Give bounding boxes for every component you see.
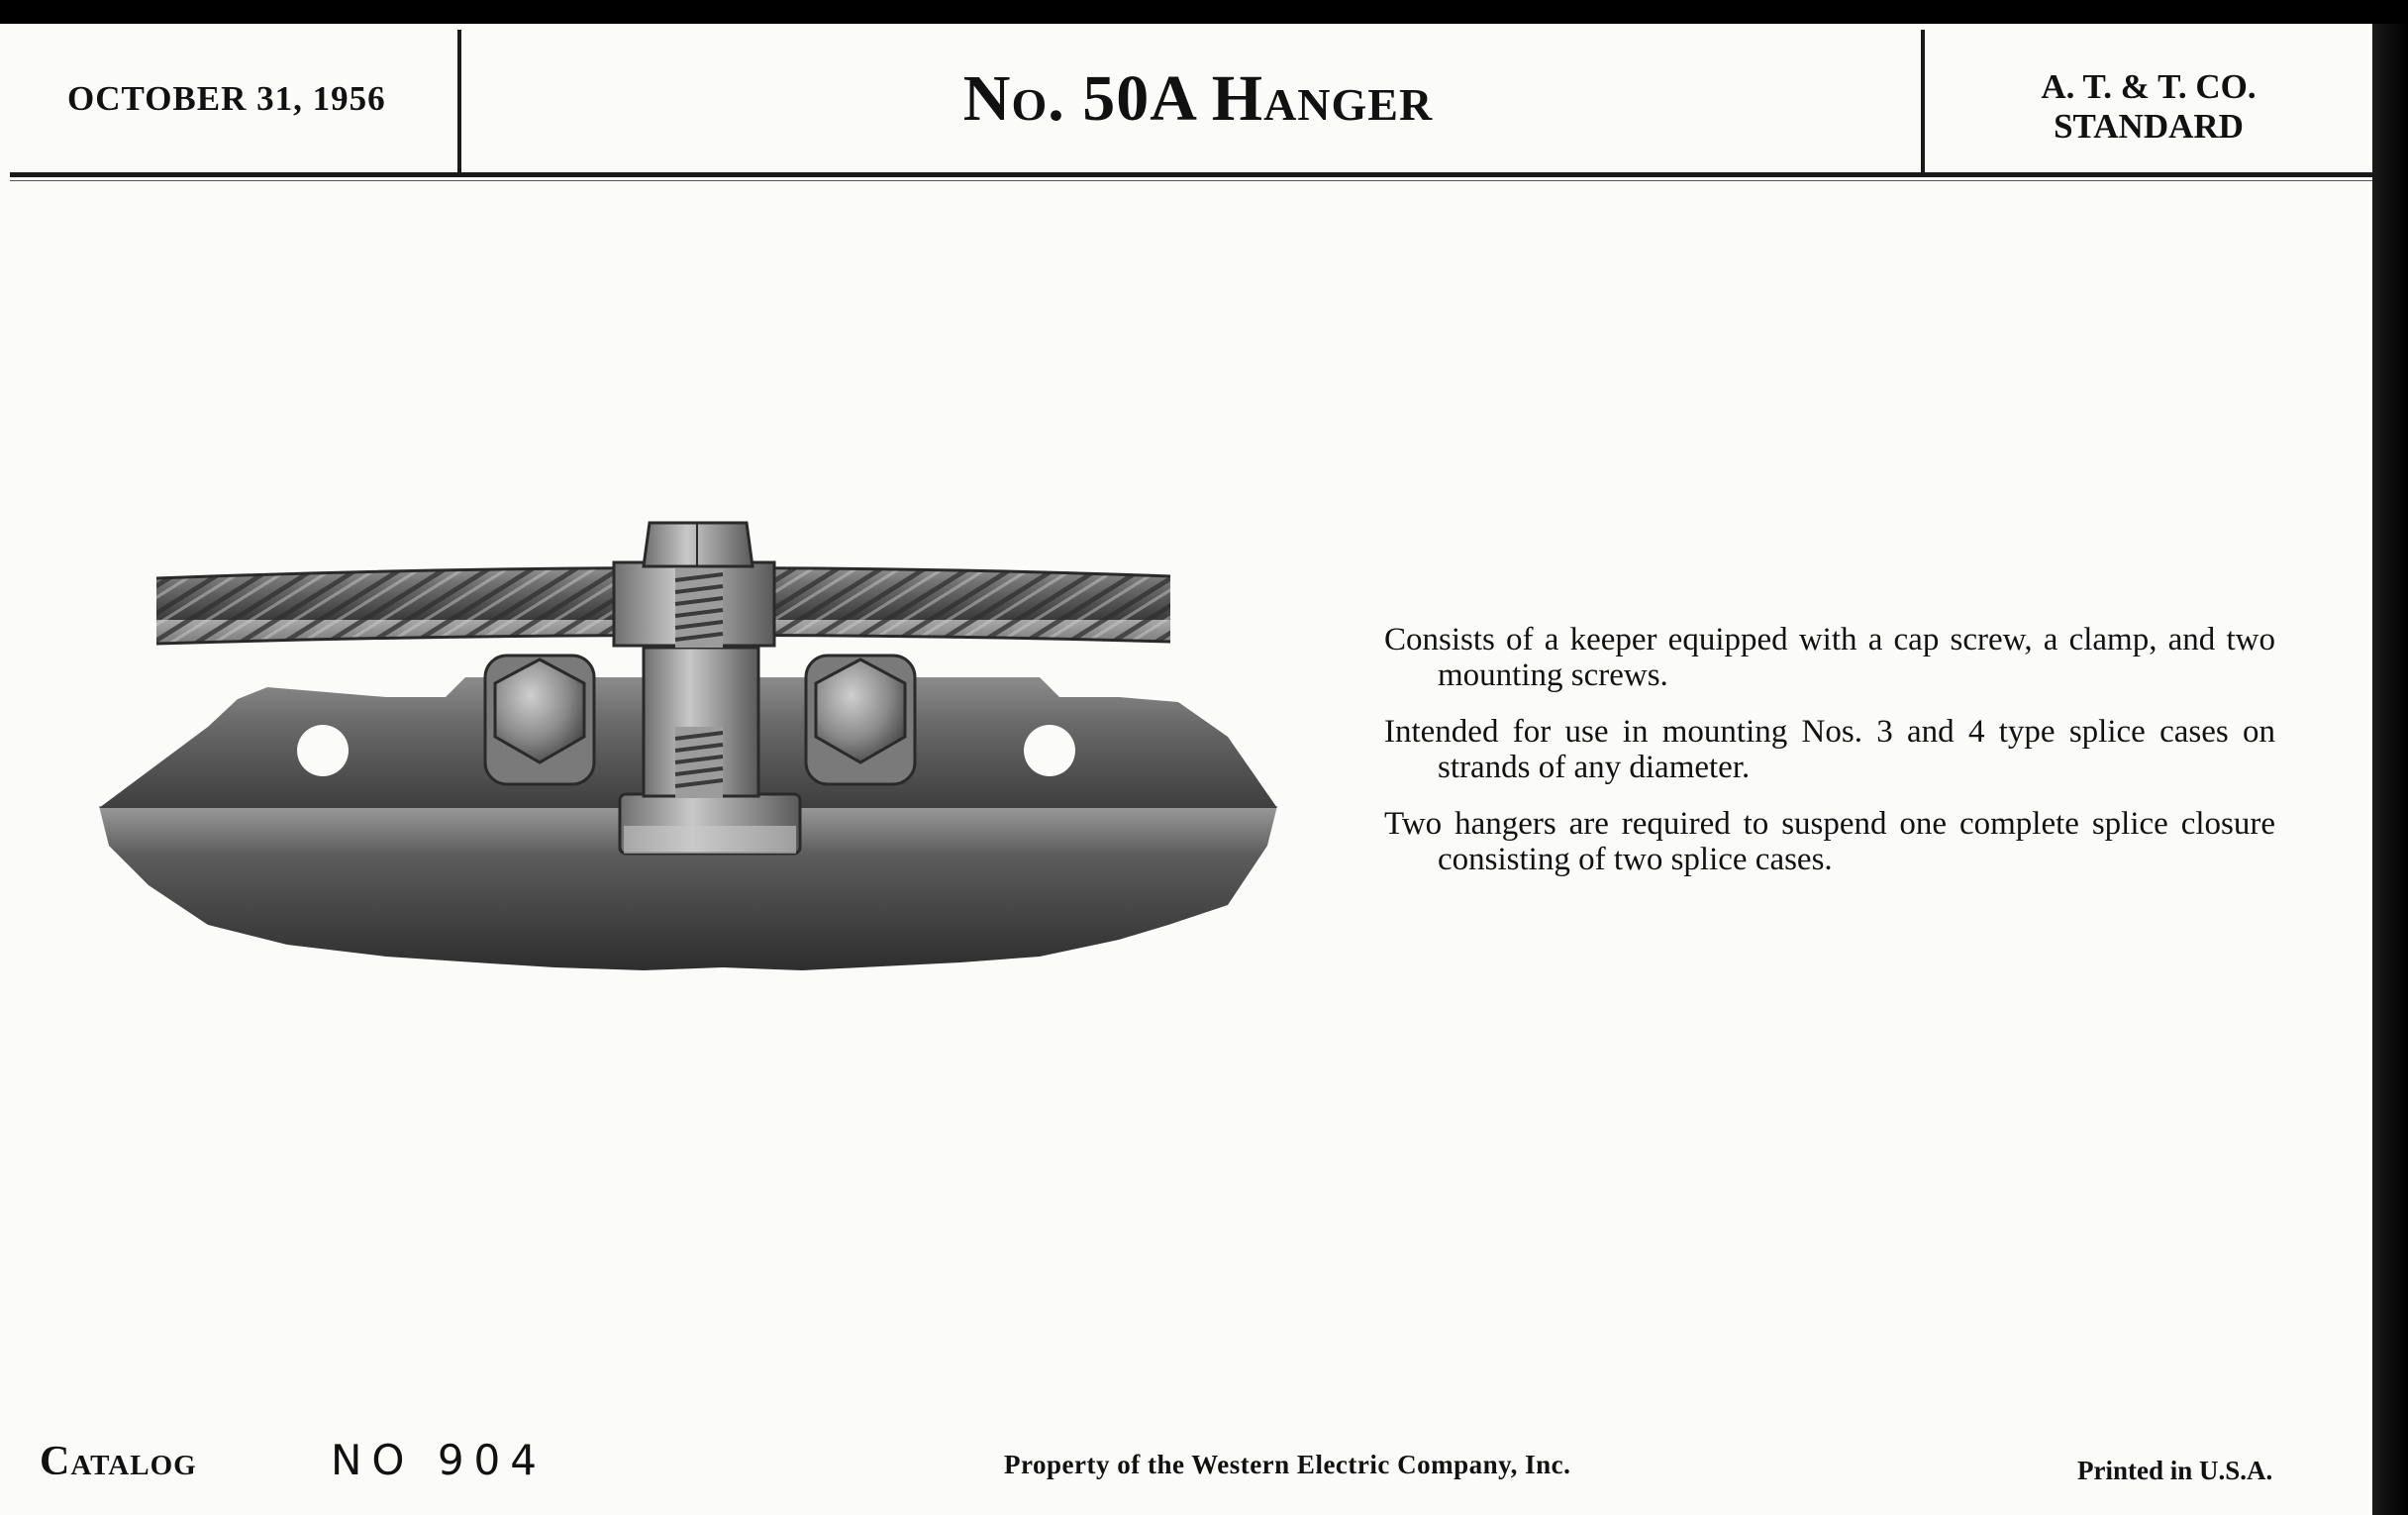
- header-divider-left: [457, 30, 461, 174]
- header-rule: [10, 172, 2372, 177]
- property-notice: Property of the Western Electric Company, Inc.: [1004, 1450, 1571, 1479]
- card-header: [10, 24, 2372, 174]
- description-paragraph-2: Intended for use in mounting Nos. 3 and 4 type splice cases on strands of any diameter.: [1384, 714, 2275, 785]
- hanger-icon: [89, 489, 1307, 1044]
- description-paragraph-1: Consists of a keeper equipped with a cap screw, a clamp, and two mounting screws.: [1384, 622, 2275, 693]
- standard-line-2: STANDARD: [2054, 107, 2244, 146]
- catalog-label: Catalog: [40, 1439, 197, 1484]
- catalog-number: NO 904: [331, 1436, 547, 1484]
- description-paragraph-3: Two hangers are required to suspend one complete splice closure consisting of two splice cases.: [1384, 806, 2275, 877]
- issue-date: OCTOBER 31, 1956: [67, 79, 386, 118]
- page-title: No. 50A Hanger: [962, 62, 1434, 135]
- header-divider-right: [1921, 30, 1925, 174]
- header-rule-thin: [10, 180, 2372, 181]
- printed-notice: Printed in U.S.A.: [2077, 1456, 2273, 1485]
- standard-mark: [1941, 67, 2357, 147]
- catalog-card: [0, 24, 2372, 1515]
- standard-line-1: A. T. & T. CO.: [2041, 67, 2257, 106]
- scan-edge: [2372, 24, 2408, 1515]
- description: [1384, 622, 2275, 898]
